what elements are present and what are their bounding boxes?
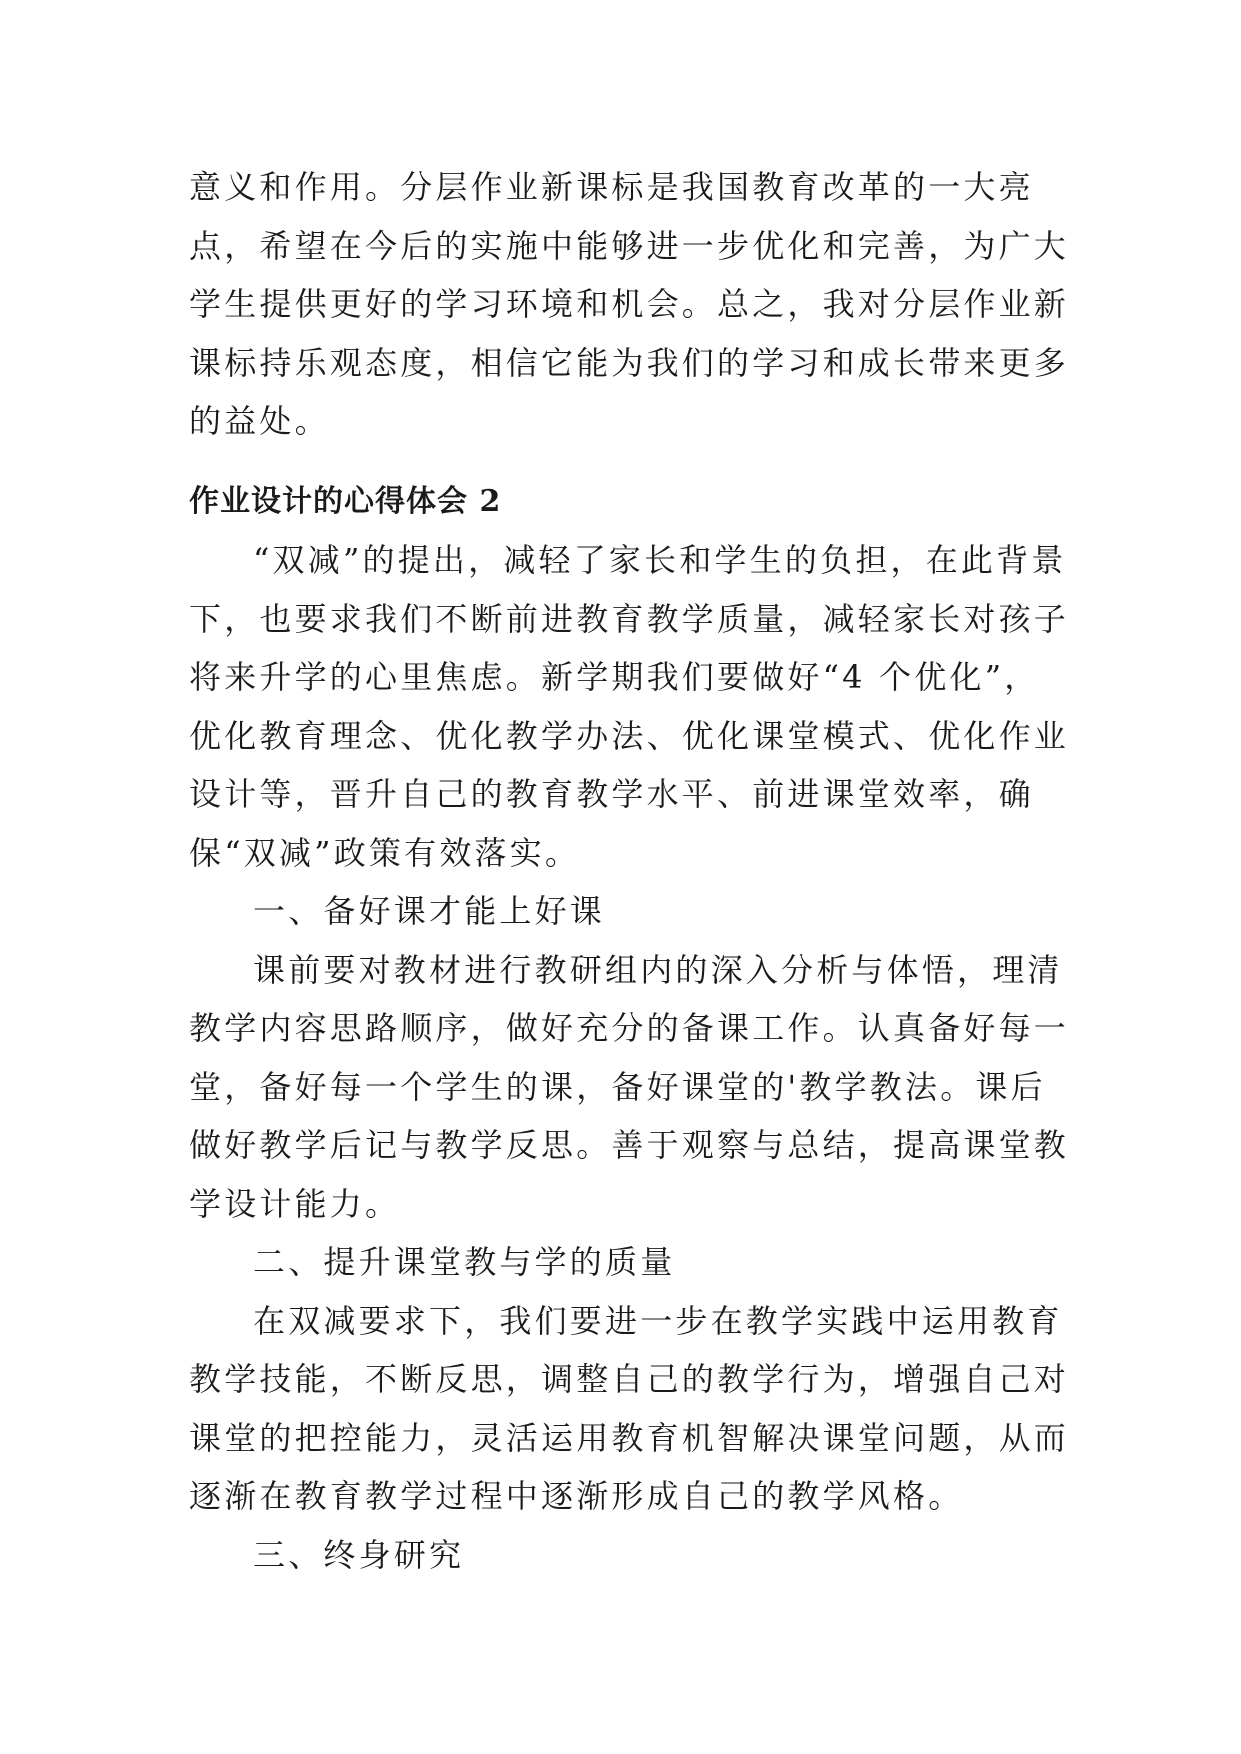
heading-point-1: 一、备好课才能上好课	[253, 892, 606, 930]
paragraph-point-2: 在双减要求下，我们要进一步在教学实践中运用教育教学技能，不断反思，调整自己的教学行为，增强自己对课堂的把控能力，灵活运用教育机智解决课堂问题，从而逐渐在教育教学过程中逐渐形成自己的教学风格。	[189, 1301, 1070, 1515]
section-title: 作业设计的心得体会 2	[189, 483, 502, 519]
heading-point-2: 二、提升课堂教与学的质量	[253, 1243, 676, 1281]
heading-point-3: 三、终身研究	[253, 1535, 465, 1574]
paragraph-continuation: 意义和作用。分层作业新课标是我国教育改革的一大亮点，希望在今后的实施中能够进一步优化和完善，为广大学生提供更好的学习环境和机会。总之，我对分层作业新课标持乐观态度，相信它能为我们的学习和成长带来更多的益处。	[189, 168, 1070, 440]
paragraph-intro: “双减”的提出，减轻了家长和学生的负担，在此背景下，也要求我们不断前进教育教学质量，减轻家长对孩子将来升学的心里焦虑。新学期我们要做好“4 个优化”，优化教育理念、优化教学办法、优化课堂模式、优化作业设计等，晋升自己的教育教学水平、前进课堂效率，确保“双减”政策有效落实。	[189, 541, 1070, 872]
paragraph-point-1: 课前要对教材进行教研组内的深入分析与体悟，理清教学内容思路顺序，做好充分的备课工作。认真备好每一堂，备好每一个学生的课，备好课堂的'教学教法。课后做好教学后记与教学反思。善于观察与总结，提高课堂教学设计能力。	[189, 950, 1070, 1223]
